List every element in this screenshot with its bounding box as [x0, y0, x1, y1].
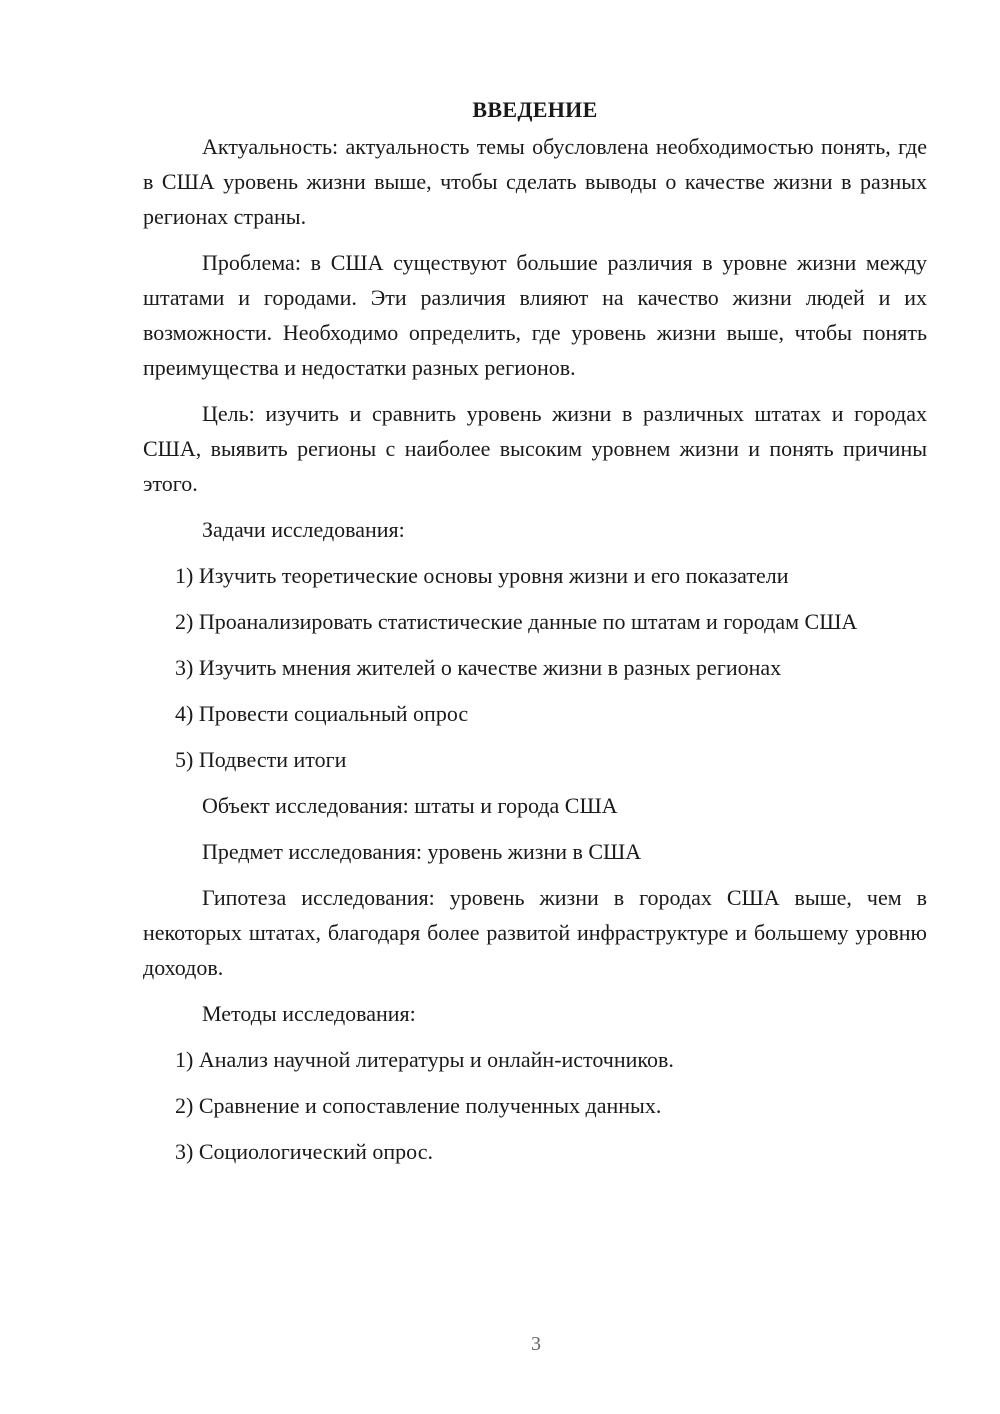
problem-paragraph: Проблема: в США существуют большие различия в уровне жизни между штатами и городами. Эти различия влияют на качество жизни людей и их возможности. Необходимо определить, где уровень жизни выше, чтобы понять преимущества и недостатки разных регионов.	[143, 250, 927, 380]
research-object: Объект исследования: штаты и города США	[202, 793, 618, 818]
page-number: 3	[531, 1333, 541, 1355]
methods-title: Методы исследования:	[202, 1001, 416, 1026]
tasks-title: Задачи исследования:	[202, 517, 405, 542]
task-item: 2) Проанализировать статистические данные по штатам и городам США	[175, 609, 858, 634]
method-item: 1) Анализ научной литературы и онлайн-источников.	[175, 1047, 674, 1072]
task-item: 3) Изучить мнения жителей о качестве жизни в разных регионах	[175, 655, 782, 680]
relevance-paragraph: Актуальность: актуальность темы обусловлена необходимостью понять, где в США уровень жизни выше, чтобы сделать выводы о качестве жизни в разных регионах страны.	[143, 134, 927, 229]
hypothesis-paragraph: Гипотеза исследования: уровень жизни в городах США выше, чем в некоторых штатах, благодаря более развитой инфраструктуре и большему уровню доходов.	[143, 885, 927, 980]
goal-paragraph: Цель: изучить и сравнить уровень жизни в различных штатах и городах США, выявить регионы с наиболее высоким уровнем жизни и понять причины этого.	[143, 401, 927, 496]
task-item: 5) Подвести итоги	[175, 747, 347, 772]
task-item: 4) Провести социальный опрос	[175, 701, 469, 726]
task-item: 1) Изучить теоретические основы уровня жизни и его показатели	[175, 563, 789, 588]
method-item: 3) Социологический опрос.	[175, 1139, 433, 1164]
method-item: 2) Сравнение и сопоставление полученных данных.	[175, 1093, 662, 1118]
page-title: ВВЕДЕНИЕ	[472, 97, 598, 122]
research-subject: Предмет исследования: уровень жизни в США	[202, 839, 642, 864]
page-body	[143, 92, 927, 1180]
